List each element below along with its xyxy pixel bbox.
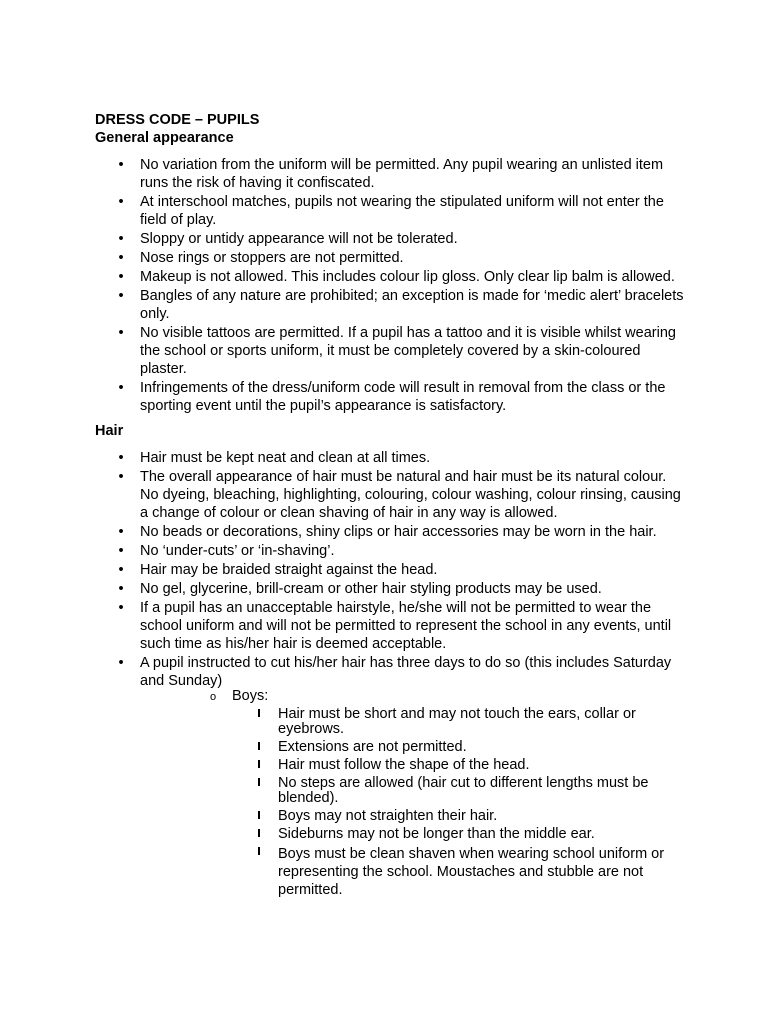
list-item: • Bangles of any nature are prohibited; an exception is made for ‘medic alert’ bracelets only. <box>95 287 685 323</box>
list-item: Extensions are not permitted. <box>140 740 685 755</box>
document-title: DRESS CODE – PUPILS <box>95 112 260 128</box>
list-item: Boys must be clean shaven when wearing school uniform or representing the school. Moustaches and stubble are not permitted. <box>140 845 685 899</box>
list-item <box>140 687 685 899</box>
bullet-icon: • <box>118 269 124 285</box>
list-item: No steps are allowed (hair cut to different lengths must be blended). <box>140 776 685 806</box>
list-item: • Hair may be braided straight against the head. <box>95 561 685 579</box>
boys-rules-list <box>232 707 685 899</box>
bullet-icon: • <box>118 450 124 466</box>
bullet-icon: • <box>118 655 124 671</box>
bullet-icon: • <box>118 194 124 210</box>
bullet-icon: • <box>118 380 124 396</box>
list-item: • If a pupil has an unacceptable hairstyle, he/she will not be permitted to wear the school uniform and will not be permitted to represent the school in any events, until such time as his/her hair is deemed acceptable. <box>95 599 685 653</box>
bullet-icon: • <box>118 250 124 266</box>
bullet-icon: • <box>118 543 124 559</box>
square-bullet-icon <box>258 811 260 819</box>
hair-heading: Hair <box>95 423 124 439</box>
general-appearance-heading: General appearance <box>95 130 234 146</box>
general-appearance-list <box>95 156 685 415</box>
hair-list <box>95 449 685 899</box>
square-bullet-icon <box>258 709 260 717</box>
list-item: Boys may not straighten their hair. <box>140 809 685 824</box>
square-bullet-icon <box>258 778 260 786</box>
list-item: • No ‘under-cuts’ or ‘in-shaving’. <box>95 542 685 560</box>
list-item: • Nose rings or stoppers are not permitted. <box>95 249 685 267</box>
bullet-icon: • <box>118 157 124 173</box>
list-item: • The overall appearance of hair must be natural and hair must be its natural colour. No dyeing, bleaching, highlighting, colouring, colour washing, colour rinsing, causing a change of colour or clean shaving of hair in any way is allowed. <box>95 468 685 522</box>
bullet-icon: • <box>118 581 124 597</box>
list-item: Hair must be short and may not touch the ears, collar or eyebrows. <box>140 707 685 737</box>
boys-label: Boys: <box>232 688 269 704</box>
list-item: • Hair must be kept neat and clean at all times. <box>95 449 685 467</box>
list-item: • No visible tattoos are permitted. If a pupil has a tattoo and it is visible whilst wearing the school or sports uniform, it must be completely covered by a skin-coloured plaster. <box>95 324 685 378</box>
document-body <box>95 111 685 902</box>
list-item: • No gel, glycerine, brill-cream or other hair styling products may be used. <box>95 580 685 598</box>
list-item: • No beads or decorations, shiny clips or hair accessories may be worn in the hair. <box>95 523 685 541</box>
square-bullet-icon <box>258 742 260 750</box>
list-item: • Sloppy or untidy appearance will not be tolerated. <box>95 230 685 248</box>
bullet-icon: • <box>118 231 124 247</box>
list-item: Hair must follow the shape of the head. <box>140 758 685 773</box>
list-item: • A pupil instructed to cut his/her hair has three days to do so (this includes Saturday and Sunday) o Boys: Hair must be short and may not touch the ears, collar or eyebrows. Extensions are not permitted. Hair must follow the shape of the head. No steps are allowed (hair cut to different lengths must be blended). Boys may not straighten their hair. Sideburns may not be longer than the middle ear. Boys must be clean shaven when wearing school uniform or representing the school. Moustaches and stubble are not permitted. <box>95 654 685 899</box>
bullet-icon: • <box>118 469 124 485</box>
list-item: • At interschool matches, pupils not wearing the stipulated uniform will not enter the field of play. <box>95 193 685 229</box>
square-bullet-icon <box>258 847 260 855</box>
list-item: Sideburns may not be longer than the middle ear. <box>140 827 685 842</box>
circle-bullet-icon: o <box>210 691 217 703</box>
list-item: • Makeup is not allowed. This includes colour lip gloss. Only clear lip balm is allowed. <box>95 268 685 286</box>
bullet-icon: • <box>118 288 124 304</box>
list-item: • Infringements of the dress/uniform code will result in removal from the class or the sporting event until the pupil’s appearance is satisfactory. <box>95 379 685 415</box>
bullet-icon: • <box>118 325 124 341</box>
square-bullet-icon <box>258 760 260 768</box>
list-item: • No variation from the uniform will be permitted. Any pupil wearing an unlisted item runs the risk of having it confiscated. <box>95 156 685 192</box>
bullet-icon: • <box>118 562 124 578</box>
bullet-icon: • <box>118 524 124 540</box>
bullet-icon: • <box>118 600 124 616</box>
boys-sublist <box>140 687 685 899</box>
square-bullet-icon <box>258 829 260 837</box>
